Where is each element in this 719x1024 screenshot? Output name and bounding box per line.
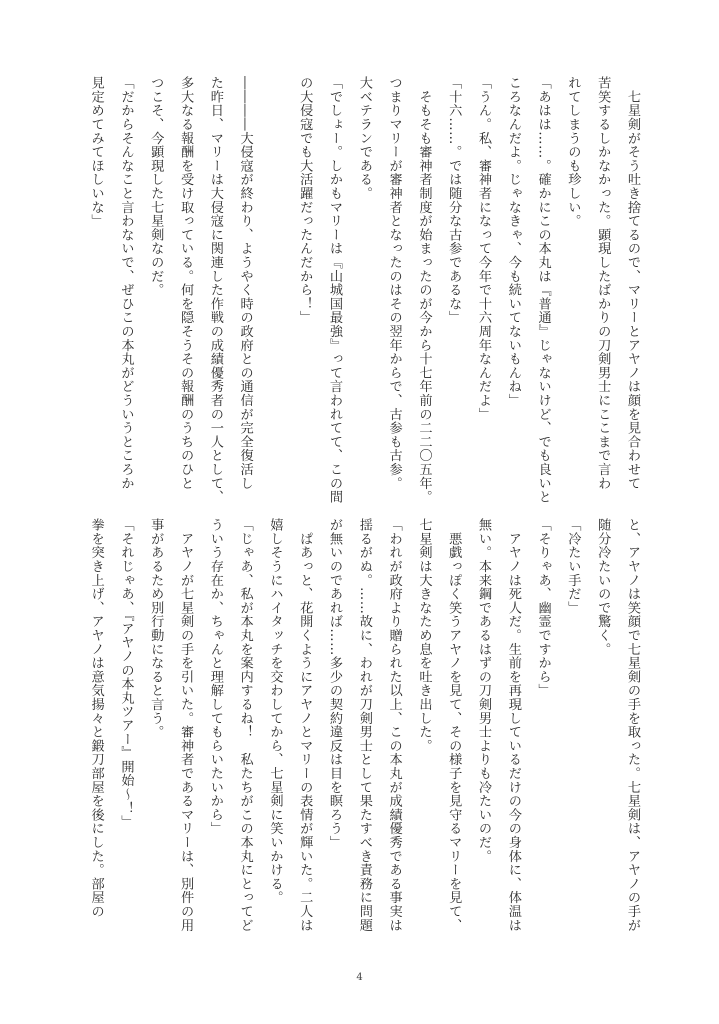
text-line: アヤノが七星剣の手を引いた。審神者であるマリーは、別件の用 xyxy=(178,518,194,932)
text-line: ころなんだよ。じゃなきゃ、今も続いてないもんね」 xyxy=(505,76,521,408)
text-line: 悪戯っぽく笑うアヤノを見て、その様子を見守るマリーを見て、 xyxy=(446,518,462,932)
text-line: 「それじゃあ、『アヤノの本丸ツアー』開始～！」 xyxy=(118,518,134,829)
text-line: 多大なる報酬を受け取っている。何を隠そうその報酬のうちのひと xyxy=(178,76,194,490)
text-line xyxy=(260,76,290,508)
text-line: が無いのであれば……多少の契約違反は目を瞑ろう」 xyxy=(327,518,343,850)
text-line: 「だからそんなこと言わないで、ぜひこの本丸がどういうところか xyxy=(118,76,134,490)
text-line: ういう存在か、ちゃんと理解してもらいたいから」 xyxy=(207,518,223,836)
text-line: 大ベテランである。 xyxy=(356,76,372,201)
text-line: 「でしょー。しかもマリーは『山城国最強』って言われてて、この間 xyxy=(327,76,343,504)
text-line: 見定めてみてほしいな」 xyxy=(88,76,104,228)
text-line: 「そりゃあ、幽霊ですから」 xyxy=(535,518,551,698)
text-line: 七星剣がそう吐き捨てるので、マリーとアヤノは顔を見合わせて xyxy=(625,76,640,490)
text-line: 「十六……。では随分な古参であるな」 xyxy=(446,76,462,325)
text-line: つまりマリーが審神者となったのはその翌年からで、古参も古参。 xyxy=(386,76,402,490)
text-line: た昨日、マリーは大侵寇に関連した作戦の成績優秀者の一人として、 xyxy=(207,76,223,504)
text-line: つこそ、今顕現した七星剣なのだ。 xyxy=(148,76,164,297)
text-line: 揺るがぬ。……故に、われが刀剣男士として果たすべき責務に問題 xyxy=(356,518,372,932)
text-line: 拳を突き上げ、アヤノは意気揚々と鍛刀部屋を後にした。部屋の xyxy=(88,518,104,919)
text-line: 無い。本来鋼であるはずの刀剣男士よりも冷たいのだ。 xyxy=(476,518,492,863)
text-line: の大侵寇でも大活躍だったんだから！」 xyxy=(297,76,313,325)
text-line: 随分冷たいので驚く。 xyxy=(595,518,611,656)
lower-text-block xyxy=(82,518,647,950)
text-line: 「うん。私、審神者になって今年で十六周年なんだよ」 xyxy=(476,76,492,421)
text-line: と、アヤノは笑顔で七星剣の手を取った。七星剣は、アヤノの手が xyxy=(625,518,640,932)
upper-text-block xyxy=(82,76,647,508)
text-line: 苦笑するしかなかった。顕現したばかりの刀剣男士にここまで言わ xyxy=(595,76,611,490)
text-line: 「われが政府より贈られた以上、この本丸が成績優秀である事実は xyxy=(386,518,402,932)
text-line: 事があるため別行動になると言う。 xyxy=(148,518,164,739)
text-line: 「冷たい手だ」 xyxy=(565,518,581,615)
text-line: そもそも審神者制度が始まったのが今から十七年前の二二〇五年。 xyxy=(416,76,432,504)
text-line: 「じゃあ、私が本丸を案内するね！ 私たちがこの本丸にとってど xyxy=(237,518,253,932)
text-line: れてしまうのも珍しい。 xyxy=(565,76,581,228)
text-line: 「あはは……。確かにこの本丸は『普通』じゃないけど、でも良いと xyxy=(535,76,551,504)
text-line: 七星剣は大きなため息を吐き出した。 xyxy=(416,518,432,753)
text-line: ――――大侵寇が終わり、ようやく時の政府との通信が完全復活し xyxy=(237,76,253,490)
page-number: 4 xyxy=(356,972,363,983)
text-line: アヤノは死人だ。生前を再現しているだけの今の身体に、体温は xyxy=(505,518,521,932)
text-line: 嬉しそうにハイタッチを交わしてから、七星剣に笑いかける。 xyxy=(267,518,283,905)
text-line: ぱあっと、花開くようにアヤノとマリーの表情が輝いた。二人は xyxy=(297,518,313,932)
